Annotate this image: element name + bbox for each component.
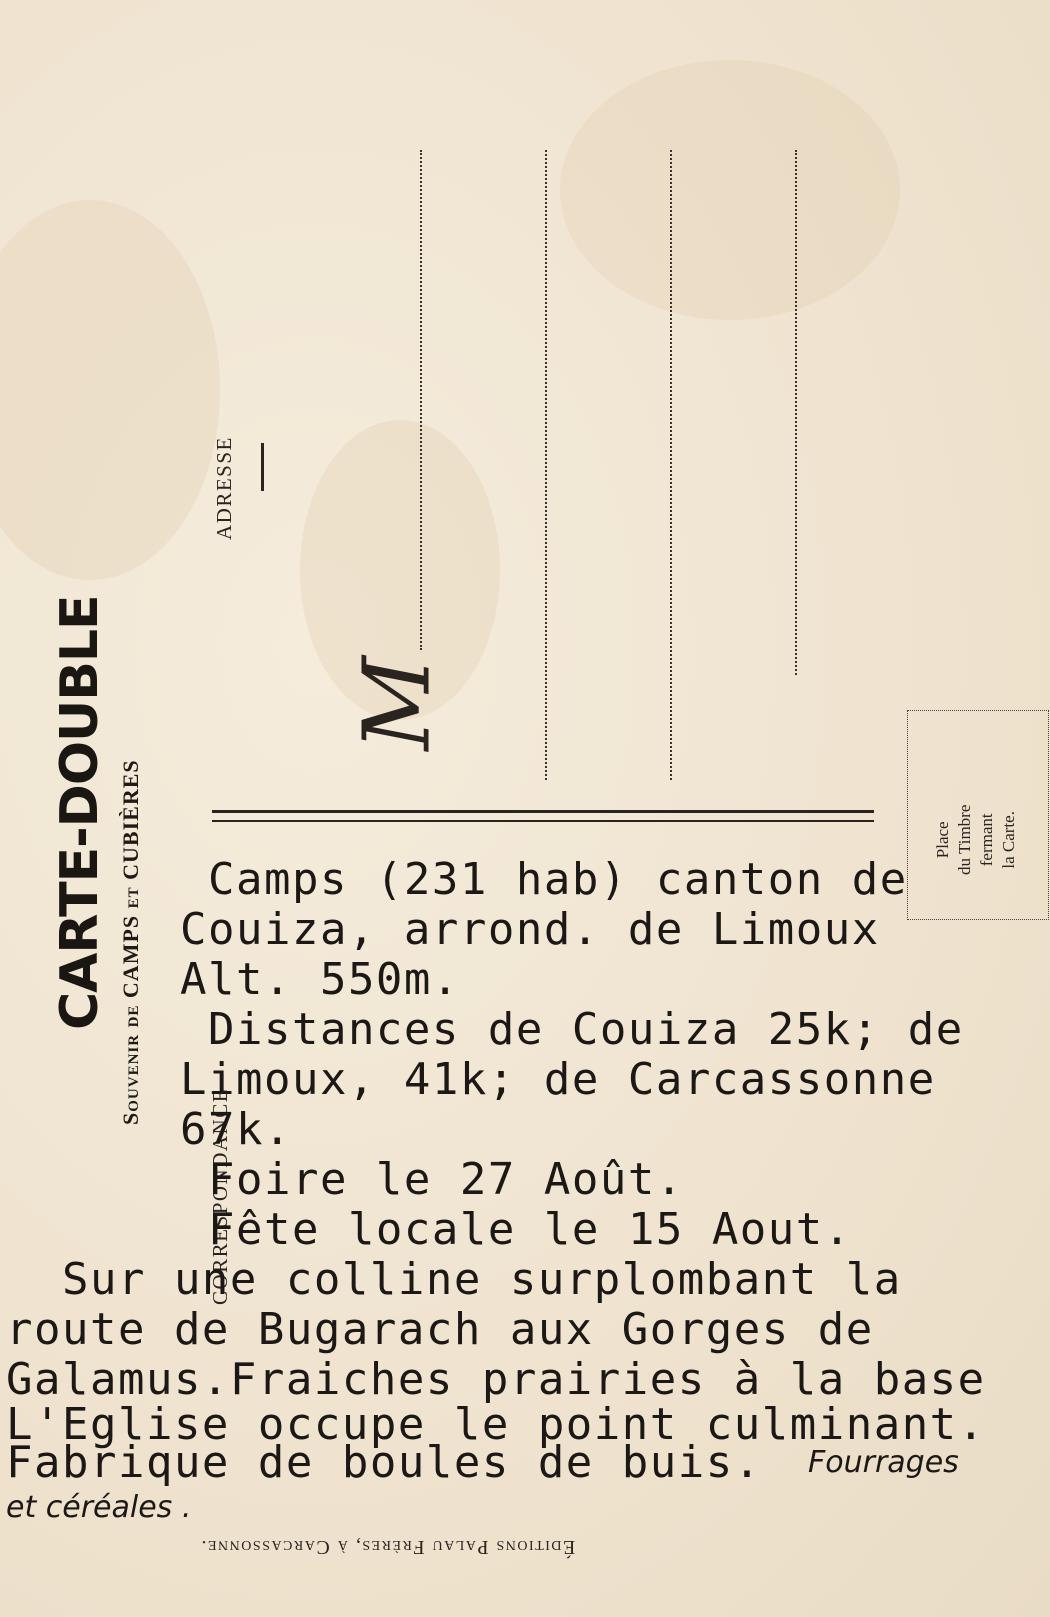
address-line-1 [420, 150, 422, 650]
stamp-box-label: Place du Timbre fermant la Carte. [933, 804, 1018, 875]
card-title: CARTE-DOUBLE [50, 595, 110, 1030]
address-line-4 [795, 150, 797, 675]
address-line-2 [545, 150, 547, 780]
typed-line: Galamus.Fraiches prairies à la base [6, 1354, 986, 1405]
handwritten-note: et céréales . [6, 1490, 192, 1525]
typed-line: L'Eglise occupe le point culminant. [6, 1399, 986, 1450]
card-subtitle: Souvenir de CAMPS et CUBIÈRES [118, 759, 143, 1125]
divider-line [212, 820, 874, 822]
address-line-3 [670, 150, 672, 780]
typed-line: Alt. 550m. [180, 954, 460, 1005]
correspondence-label: CORRESPONDANCE [208, 1087, 232, 1305]
paper-stain [0, 200, 220, 580]
handwritten-note: Fourrages [808, 1445, 959, 1480]
address-dash [261, 443, 264, 491]
typed-line: Couiza, arrond. de Limoux [180, 904, 880, 955]
typed-line: Limoux, 41k; de Carcassonne [180, 1054, 936, 1105]
address-label: ADRESSE [212, 436, 236, 540]
typed-line: 67k. [180, 1104, 292, 1155]
typed-line: Camps (231 hab) canton de [180, 854, 908, 905]
publisher-line: Éditions Palau Frères, à Carcassonne. [200, 1536, 576, 1558]
typed-line: Distances de Couiza 25k; de [180, 1004, 964, 1055]
typed-line: route de Bugarach aux Gorges de [6, 1304, 874, 1355]
typed-line: Fête locale le 15 Aout. [180, 1204, 852, 1255]
divider-line [212, 810, 874, 813]
paper-stain [560, 60, 900, 320]
typed-line: Fabrique de boules de buis. [6, 1437, 762, 1488]
typed-line: Sur une colline surplombant la [6, 1254, 902, 1305]
typed-line: Foire le 27 Août. [180, 1154, 684, 1205]
address-initial: M [343, 656, 451, 751]
